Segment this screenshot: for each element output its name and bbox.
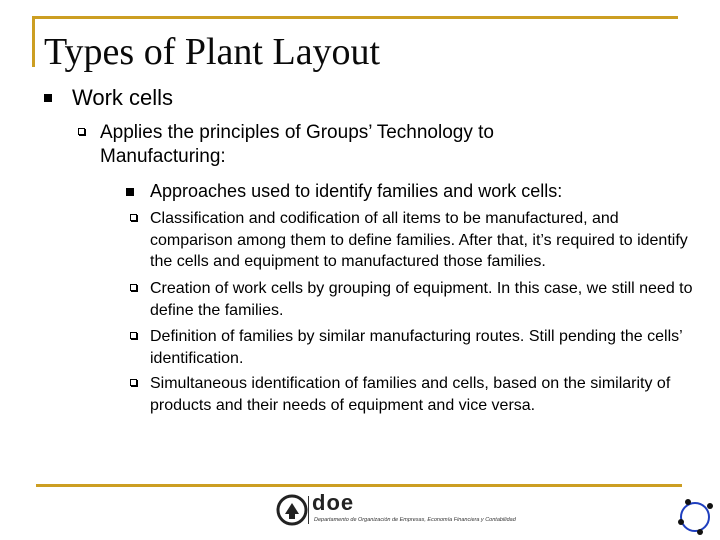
bullet-level4-item: Creation of work cells by grouping of equipment. In this case, we still need to define the families. — [150, 280, 693, 319]
bullet-level1: Work cells — [72, 85, 174, 110]
hollow-square-bullet-icon — [130, 379, 137, 386]
bullet-level4-item: Classification and codification of all items to be manufactured, and comparison among them to define families. After that, it’s required to identify the cells and equipment to manufactured those families. — [150, 210, 688, 270]
hollow-square-bullet-icon — [130, 332, 137, 339]
corner-decoration-icon — [674, 496, 716, 536]
bullet-level2: Applies the principles of Groups’ Technology to Manufacturing: — [100, 122, 494, 167]
bullet-level3: Approaches used to identify families and work cells: — [150, 181, 563, 201]
doe-emblem-icon — [276, 494, 308, 526]
square-bullet-icon — [126, 188, 134, 196]
bottom-rule — [36, 484, 682, 487]
bullet-level4-item: Definition of families by similar manufacturing routes. Still pending the cells’ identification. — [150, 328, 683, 367]
bullet-level4-item: Simultaneous identification of families and cells, based on the similarity of products and their needs of equipment and vice versa. — [150, 375, 671, 414]
hollow-square-bullet-icon — [130, 284, 137, 291]
logo-subtext: Departamento de Organización de Empresas, Economía Financiera y Contabilidad — [314, 517, 516, 523]
square-bullet-icon — [44, 94, 52, 102]
hollow-square-bullet-icon — [130, 214, 137, 221]
doe-logo — [276, 490, 516, 530]
logo-text: doe — [312, 490, 355, 515]
top-rule-vertical — [32, 16, 35, 67]
logo-divider — [308, 496, 309, 524]
hollow-square-bullet-icon — [78, 128, 85, 135]
slide-title: Types of Plant Layout — [44, 31, 381, 73]
top-rule-horizontal — [32, 16, 678, 19]
